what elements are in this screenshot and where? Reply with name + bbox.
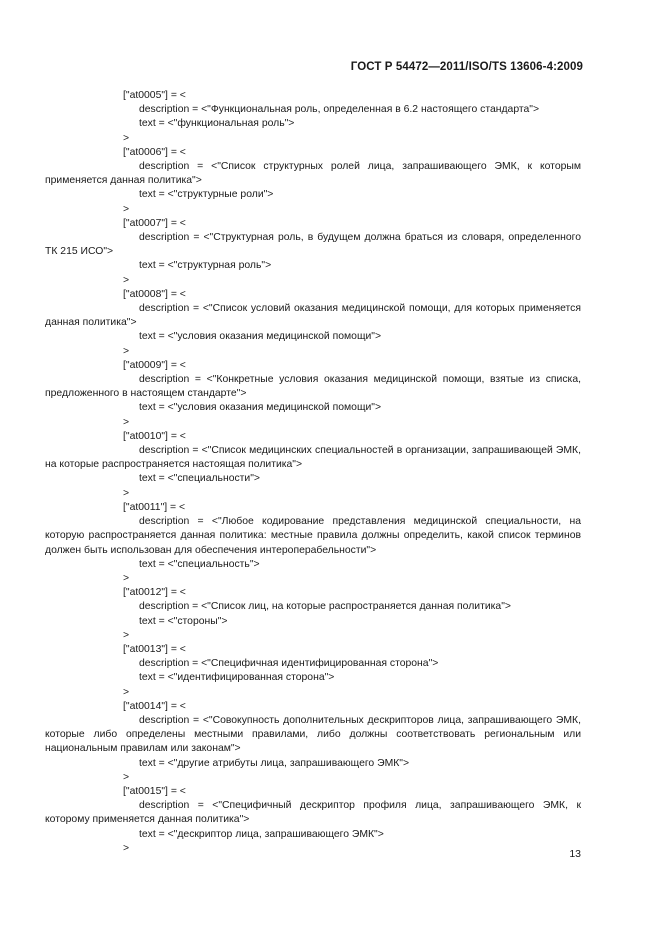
entry-close: > [123,416,130,428]
entry-key: ["at0014"] = < [123,700,186,712]
entry-text: text = <"структурная роль"> [139,260,272,272]
entry-at0009 [45,359,581,430]
entry-close: > [123,842,130,854]
entry-close: > [123,274,130,286]
entry-key: ["at0011"] = < [123,501,186,513]
entry-text: text = <"условия оказания медицинской помощи"> [139,331,382,343]
entry-text: text = <"идентифицированная сторона"> [139,672,335,684]
entry-at0005 [45,89,581,146]
entry-text: text = <"функциональная роль"> [139,118,295,130]
entry-at0007 [45,217,581,288]
entry-description: description = <"Любое кодирование представления медицинской специальности, на которую распространяется данная политика: местные правила должны определить, какой список терминов должен быть использован для обеспечения интероперабельности"> [45,516,581,556]
entry-description: description = <"Совокупность дополнительных дескрипторов лица, запрашивающего ЭМК, которые либо определены местными правилами, либо должны соответствовать региональным или национальным правилам или законам"> [45,714,581,755]
entry-description: description = <"Список условий оказания медицинской помощи, для которых применяется данная политика"> [45,303,581,329]
page-number: 13 [569,848,581,860]
entry-close: > [123,345,130,357]
entry-key: ["at0012"] = < [123,587,186,599]
entry-text: text = <"специальности"> [139,473,260,485]
entry-key: ["at0007"] = < [123,217,186,229]
entry-key: ["at0013"] = < [123,643,186,655]
entry-text: text = <"условия оказания медицинской помощи"> [139,402,382,414]
document-header: ГОСТ Р 54472—2011/ISO/TS 13606-4:2009 [350,61,583,73]
entry-description: description = <"Список структурных ролей лица, запрашивающего ЭМК, к которым применяется данная политика"> [45,161,581,187]
entry-at0008 [45,288,581,359]
entry-at0014 [45,700,581,785]
entry-key: ["at0010"] = < [123,430,186,442]
entry-close: > [123,132,130,144]
entry-close: > [123,629,130,641]
entry-text: text = <"стороны"> [139,615,228,627]
entry-key: ["at0005"] = < [123,90,186,101]
entry-at0011 [45,501,581,586]
entry-at0013 [45,643,581,700]
entry-close: > [123,771,130,783]
entry-key: ["at0009"] = < [123,359,186,371]
entry-text: text = <"специальность"> [139,558,260,570]
entry-at0012 [45,586,581,643]
entry-key: ["at0015"] = < [123,785,186,797]
entry-key: ["at0006"] = < [123,146,186,158]
entry-description: description = <"Конкретные условия оказания медицинской помощи, взятые из списка, предложенного в настоящем стандарте"> [45,374,581,400]
entry-description: description = <"Функциональная роль, определенная в 6.2 настоящего стандарта"> [139,104,540,116]
entry-close: > [123,572,130,584]
entry-description: description = <"Список медицинских специальностей в организации, запрашивающей ЭМК, на которые распространяется настоящая политика"> [45,445,581,471]
entry-description: description = <"Список лиц, на которые распространяется данная политика"> [139,601,511,613]
entry-text: text = <"другие атрибуты лица, запрашивающего ЭМК"> [139,757,410,769]
entry-description: description = <"Специфичный дескриптор профиля лица, запрашивающего ЭМК, к которому применяется данная политика"> [45,800,581,826]
entry-close: > [123,487,130,499]
entry-close: > [123,203,130,215]
entry-key: ["at0008"] = < [123,288,186,300]
entry-at0010 [45,430,581,501]
entry-at0015 [45,785,581,856]
entry-text: text = <"дескриптор лица, запрашивающего ЭМК"> [139,828,384,840]
entry-close: > [123,686,130,698]
entry-text: text = <"структурные роли"> [139,189,274,201]
entry-at0006 [45,146,581,217]
entry-description: description = <"Структурная роль, в будущем должна браться из словаря, определенного ТК 215 ИСО"> [45,232,581,258]
code-listing [45,89,581,856]
entry-description: description = <"Специфичная идентифицированная сторона"> [139,658,439,670]
